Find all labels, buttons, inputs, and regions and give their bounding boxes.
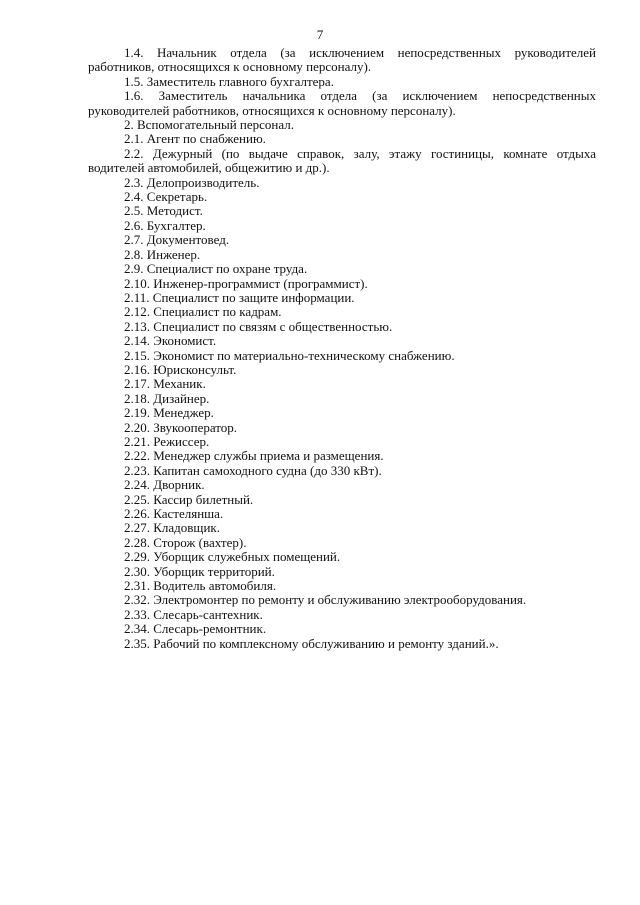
list-item: 2.26. Кастелянша. [124,506,224,521]
list-item: 2.17. Механик. [124,376,206,392]
list-item: 2.8. Инженер. [124,246,201,262]
list-item: 2.1. Агент по снабжению. [124,131,266,147]
list-item: 2.29. Уборщик служебных помещений. [124,549,341,565]
list-item: 2.19. Менеджер. [124,405,214,421]
list-item: 2.9. Специалист по охране труда. [124,261,308,277]
list-item: 2.28. Сторож (вахтер). [124,534,247,550]
list-item: 2.31. Водитель автомобиля. [124,578,277,594]
list-item: 2.10. Инженер-программист (программист). [124,275,368,291]
list-item: 2.12. Специалист по кадрам. [124,304,282,320]
list-item: 2.2. Дежурный (по выдаче справок, залу, этажу гостиницы, комнате отдыха водителей автомобилей, общежитию и др.). [88,145,596,176]
list-item: 2.25. Кассир билетный. [124,491,254,507]
list-item: 2.20. Звукооператор. [124,419,238,435]
list-item: 2. Вспомогательный персонал. [124,117,294,133]
document-body [88,46,596,651]
list-item: 2.23. Капитан самоходного судна (до 330 кВт). [124,462,382,478]
list-item: 2.6. Бухгалтер. [124,217,206,233]
list-item: 2.22. Менеджер службы приема и размещения. [124,448,384,464]
list-item: 2.7. Документовед. [124,232,230,248]
list-item: 2.21. Режиссер. [124,433,210,449]
list-item: 1.5. Заместитель главного бухгалтера. [124,73,334,89]
list-item: 2.18. Дизайнер. [124,390,210,406]
list-item: 1.6. Заместитель начальника отдела (за исключением непосредственных руководителей работников, относящихся к основному персоналу). [88,88,596,118]
list-item: 2.32. Электромонтер по ремонту и обслуживанию электрооборудования. [124,592,527,608]
list-item: 2.16. Юрисконсульт. [124,361,237,377]
page-number: 7 [316,27,324,42]
list-item: 1.4. Начальник отдела (за исключением непосредственных руководителей работников, относящихся к основному персоналу). [88,45,596,75]
list-item: 2.3. Делопроизводитель. [124,174,260,190]
list-item: 2.34. Слесарь-ремонтник. [124,621,267,637]
list-item: 2.4. Секретарь. [124,189,208,205]
list-item: 2.13. Специалист по связям с общественностью. [124,318,393,334]
list-item: 2.24. Дворник. [124,477,205,493]
list-item: 2.30. Уборщик территорий. [124,563,275,579]
list-item: 2.5. Методист. [124,203,203,219]
list-item: 2.33. Слесарь-сантехник. [124,606,263,622]
list-item: 2.14. Экономист. [124,333,217,349]
list-item: 2.27. Кладовщик. [124,520,220,536]
list-item: 2.15. Экономист по материально-техническому снабжению. [124,347,455,363]
list-item: 2.35. Рабочий по комплексному обслуживанию и ремонту зданий.». [124,635,499,651]
list-item: 2.11. Специалист по защите информации. [124,289,355,305]
